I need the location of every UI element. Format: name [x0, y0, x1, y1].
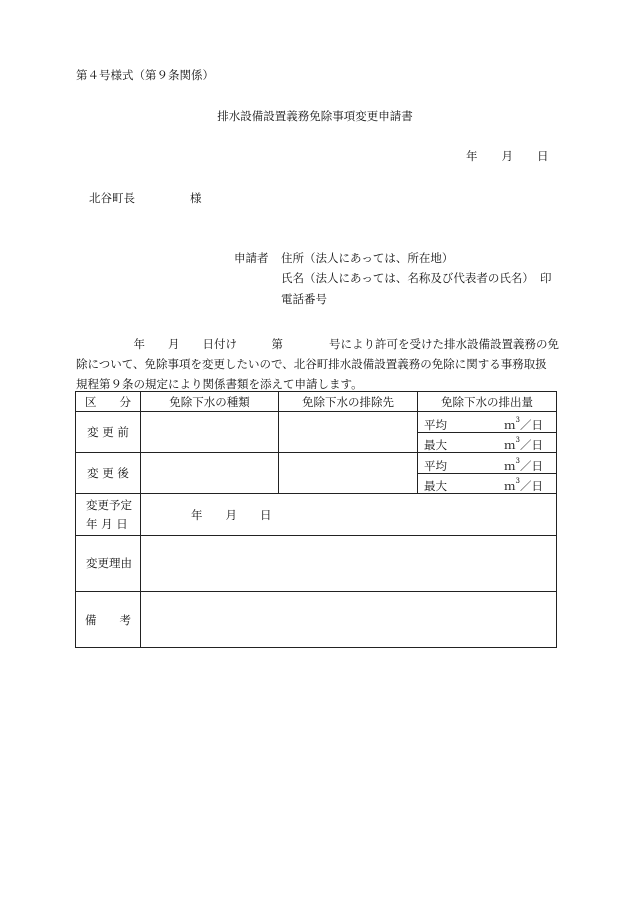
- before-max[interactable]: 最大 ｍ$^3$／日: [418, 432, 556, 452]
- date-line: [466, 151, 549, 163]
- request-body: [76, 334, 559, 394]
- applicant-label: 申請者: [234, 251, 269, 265]
- row-reason: [76, 536, 557, 592]
- after-destination-cell[interactable]: [279, 453, 418, 494]
- header-amount: 免除下水の排出量: [418, 392, 557, 412]
- addressee-name: 北谷町長: [89, 191, 135, 205]
- body-line-1: 年 月 日付け 第 号により許可を受けた排水設備設置義務の免: [76, 337, 559, 351]
- row-before: [76, 412, 557, 453]
- row-after: [76, 453, 557, 494]
- applicant-address: 住所（法人にあっては、所在地）: [281, 251, 454, 265]
- addressee-honorific: 様: [190, 191, 202, 205]
- label-after: 変 更 後: [76, 453, 141, 494]
- before-average[interactable]: 平均 ｍ$^3$／日: [424, 415, 543, 432]
- label-remarks: 備 考: [76, 592, 141, 648]
- reason-value[interactable]: [141, 536, 557, 592]
- body-line-2: 除について、免除事項を変更したいので、北谷町排水設備設置義務の免除に関する事務取扱: [76, 357, 547, 371]
- document-title: 排水設備設置義務免除事項変更申請書: [217, 109, 413, 123]
- label-before: 変 更 前: [76, 412, 141, 453]
- date-year: 年: [466, 149, 478, 163]
- before-type-cell[interactable]: [141, 412, 279, 453]
- header-type: 免除下水の種類: [141, 392, 279, 412]
- after-amount-cell: [418, 453, 557, 494]
- header-category: 区 分: [76, 392, 141, 412]
- label-scheduled-date: 変更予定 年 月 日: [76, 494, 141, 536]
- addressee: [89, 191, 202, 205]
- row-remarks: [76, 592, 557, 648]
- after-type-cell[interactable]: [141, 453, 279, 494]
- applicant-name: 氏名（法人にあっては、名称及び代表者の氏名）: [281, 271, 534, 285]
- before-amount-cell: [418, 412, 557, 453]
- after-max[interactable]: 最大 ｍ$^3$／日: [418, 473, 556, 493]
- seal-mark: 印: [540, 271, 552, 285]
- change-details-table: [75, 391, 557, 648]
- date-day: 日: [537, 149, 549, 163]
- label-reason: 変更理由: [76, 536, 141, 592]
- table-header-row: [76, 392, 557, 412]
- date-month: 月: [501, 149, 513, 163]
- row-scheduled-date: [76, 494, 557, 536]
- before-destination-cell[interactable]: [279, 412, 418, 453]
- body-line-3: 規程第９条の規定により関係書類を添えて申請します。: [76, 377, 363, 391]
- after-average[interactable]: 平均 ｍ$^3$／日: [424, 456, 543, 473]
- form-number: 第４号様式（第９条関係）: [76, 68, 214, 82]
- scheduled-date-value[interactable]: 年 月 日: [141, 494, 557, 536]
- applicant-phone: 電話番号: [281, 292, 327, 306]
- remarks-value[interactable]: [141, 592, 557, 648]
- header-destination: 免除下水の排除先: [279, 392, 418, 412]
